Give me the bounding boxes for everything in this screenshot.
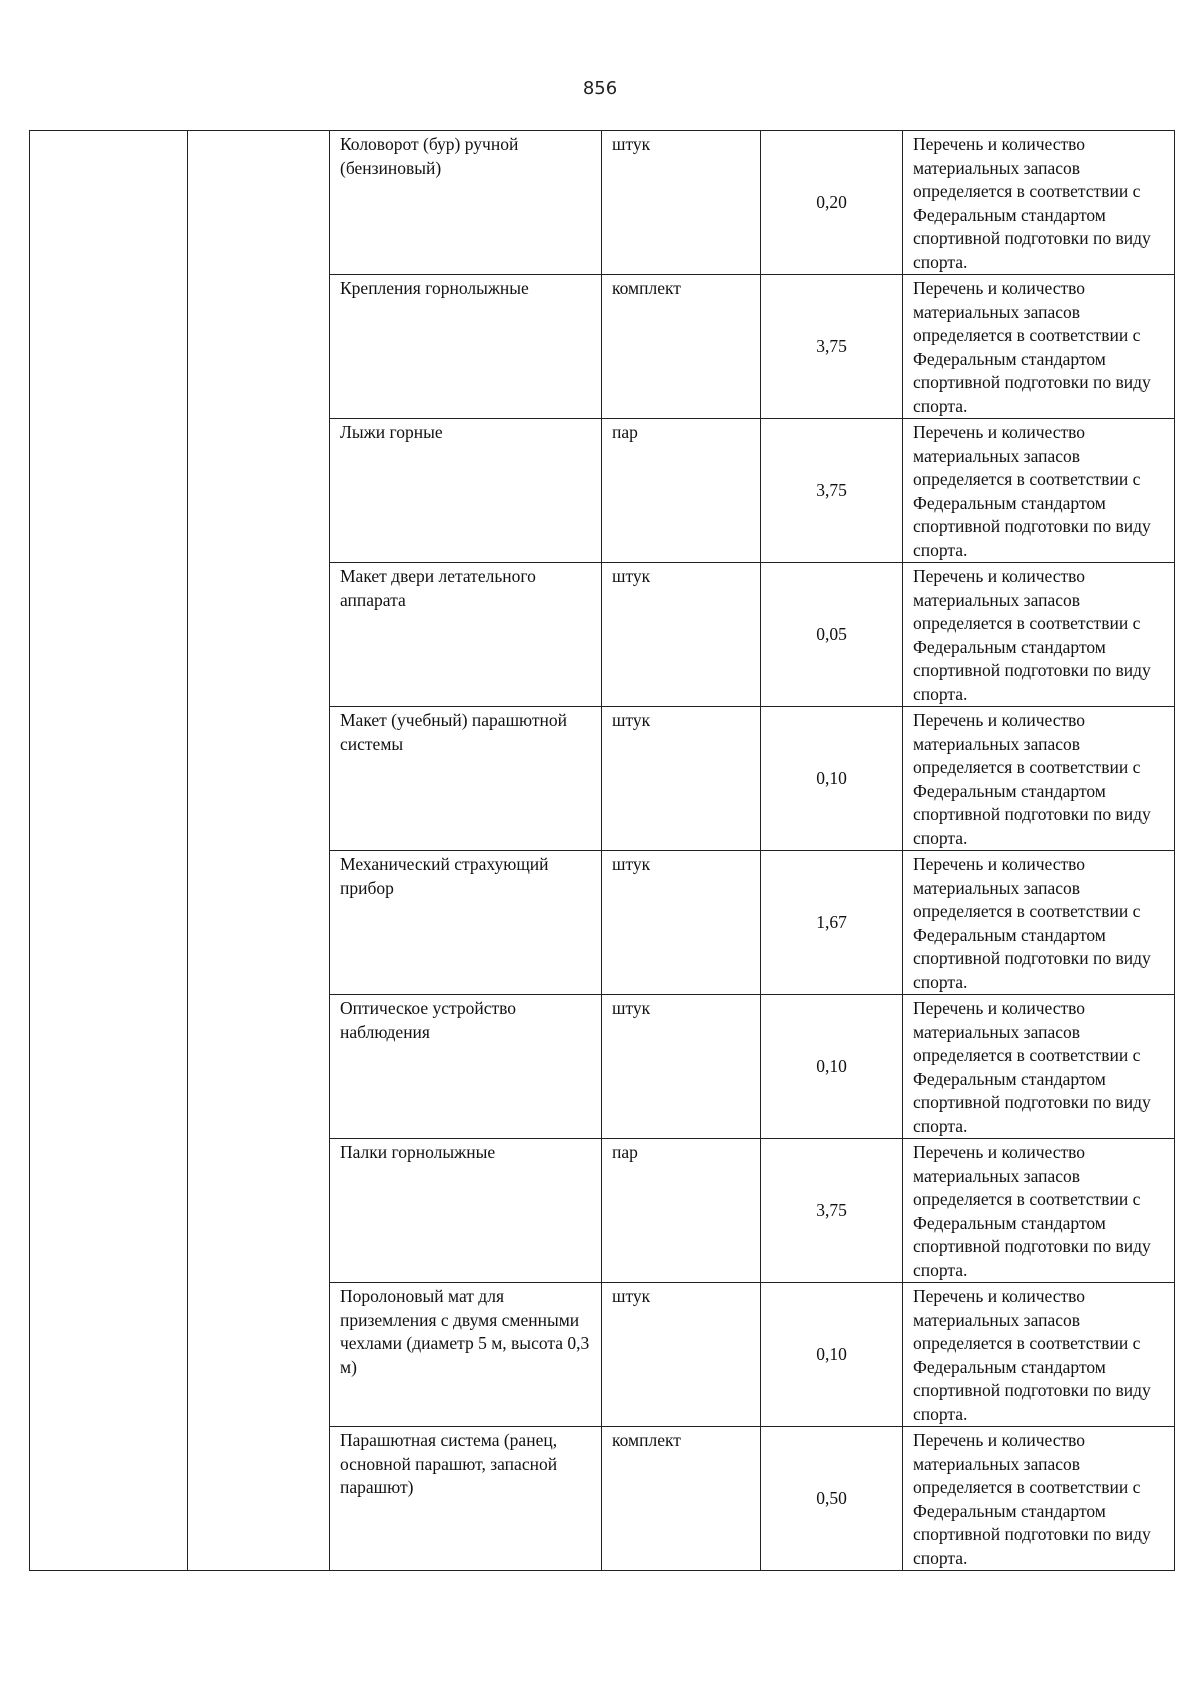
- note-cell: Перечень и количество материальных запасов определяется в соответствии с Федеральным стандартом спортивной подготовки по виду спорта.: [903, 131, 1175, 275]
- quantity-cell: 0,05: [761, 563, 903, 707]
- unit-cell: штук: [602, 851, 761, 995]
- quantity-cell: 3,75: [761, 1139, 903, 1283]
- equipment-table: [29, 130, 1175, 1571]
- item-name-cell: Парашютная система (ранец, основной парашют, запасной парашют): [330, 1427, 602, 1571]
- unit-cell: штук: [602, 563, 761, 707]
- unit-cell: пар: [602, 1139, 761, 1283]
- quantity-cell: 0,50: [761, 1427, 903, 1571]
- quantity-cell: 0,20: [761, 131, 903, 275]
- note-cell: Перечень и количество материальных запасов определяется в соответствии с Федеральным стандартом спортивной подготовки по виду спорта.: [903, 1283, 1175, 1427]
- item-name-cell: Палки горнолыжные: [330, 1139, 602, 1283]
- item-name-cell: Крепления горнолыжные: [330, 275, 602, 419]
- quantity-cell: 0,10: [761, 1283, 903, 1427]
- unit-cell: комплект: [602, 1427, 761, 1571]
- quantity-cell: 3,75: [761, 419, 903, 563]
- note-cell: Перечень и количество материальных запасов определяется в соответствии с Федеральным стандартом спортивной подготовки по виду спорта.: [903, 1427, 1175, 1571]
- quantity-cell: 3,75: [761, 275, 903, 419]
- quantity-cell: 1,67: [761, 851, 903, 995]
- blank-column-2: [188, 131, 330, 1571]
- note-cell: Перечень и количество материальных запасов определяется в соответствии с Федеральным стандартом спортивной подготовки по виду спорта.: [903, 275, 1175, 419]
- item-name-cell: Оптическое устройство наблюдения: [330, 995, 602, 1139]
- note-cell: Перечень и количество материальных запасов определяется в соответствии с Федеральным стандартом спортивной подготовки по виду спорта.: [903, 563, 1175, 707]
- unit-cell: комплект: [602, 275, 761, 419]
- blank-column-1: [30, 131, 188, 1571]
- note-cell: Перечень и количество материальных запасов определяется в соответствии с Федеральным стандартом спортивной подготовки по виду спорта.: [903, 707, 1175, 851]
- item-name-cell: Механический страхующий прибор: [330, 851, 602, 995]
- unit-cell: штук: [602, 707, 761, 851]
- quantity-cell: 0,10: [761, 707, 903, 851]
- unit-cell: штук: [602, 995, 761, 1139]
- item-name-cell: Макет двери летательного аппарата: [330, 563, 602, 707]
- unit-cell: пар: [602, 419, 761, 563]
- item-name-cell: Макет (учебный) парашютной системы: [330, 707, 602, 851]
- item-name-cell: Лыжи горные: [330, 419, 602, 563]
- unit-cell: штук: [602, 131, 761, 275]
- note-cell: Перечень и количество материальных запасов определяется в соответствии с Федеральным стандартом спортивной подготовки по виду спорта.: [903, 995, 1175, 1139]
- note-cell: Перечень и количество материальных запасов определяется в соответствии с Федеральным стандартом спортивной подготовки по виду спорта.: [903, 419, 1175, 563]
- note-cell: Перечень и количество материальных запасов определяется в соответствии с Федеральным стандартом спортивной подготовки по виду спорта.: [903, 1139, 1175, 1283]
- note-cell: Перечень и количество материальных запасов определяется в соответствии с Федеральным стандартом спортивной подготовки по виду спорта.: [903, 851, 1175, 995]
- table-row: [30, 131, 1175, 275]
- item-name-cell: Коловорот (бур) ручной (бензиновый): [330, 131, 602, 275]
- quantity-cell: 0,10: [761, 995, 903, 1139]
- item-name-cell: Поролоновый мат для приземления с двумя сменными чехлами (диаметр 5 м, высота 0,3 м): [330, 1283, 602, 1427]
- page-number: 856: [582, 78, 618, 99]
- unit-cell: штук: [602, 1283, 761, 1427]
